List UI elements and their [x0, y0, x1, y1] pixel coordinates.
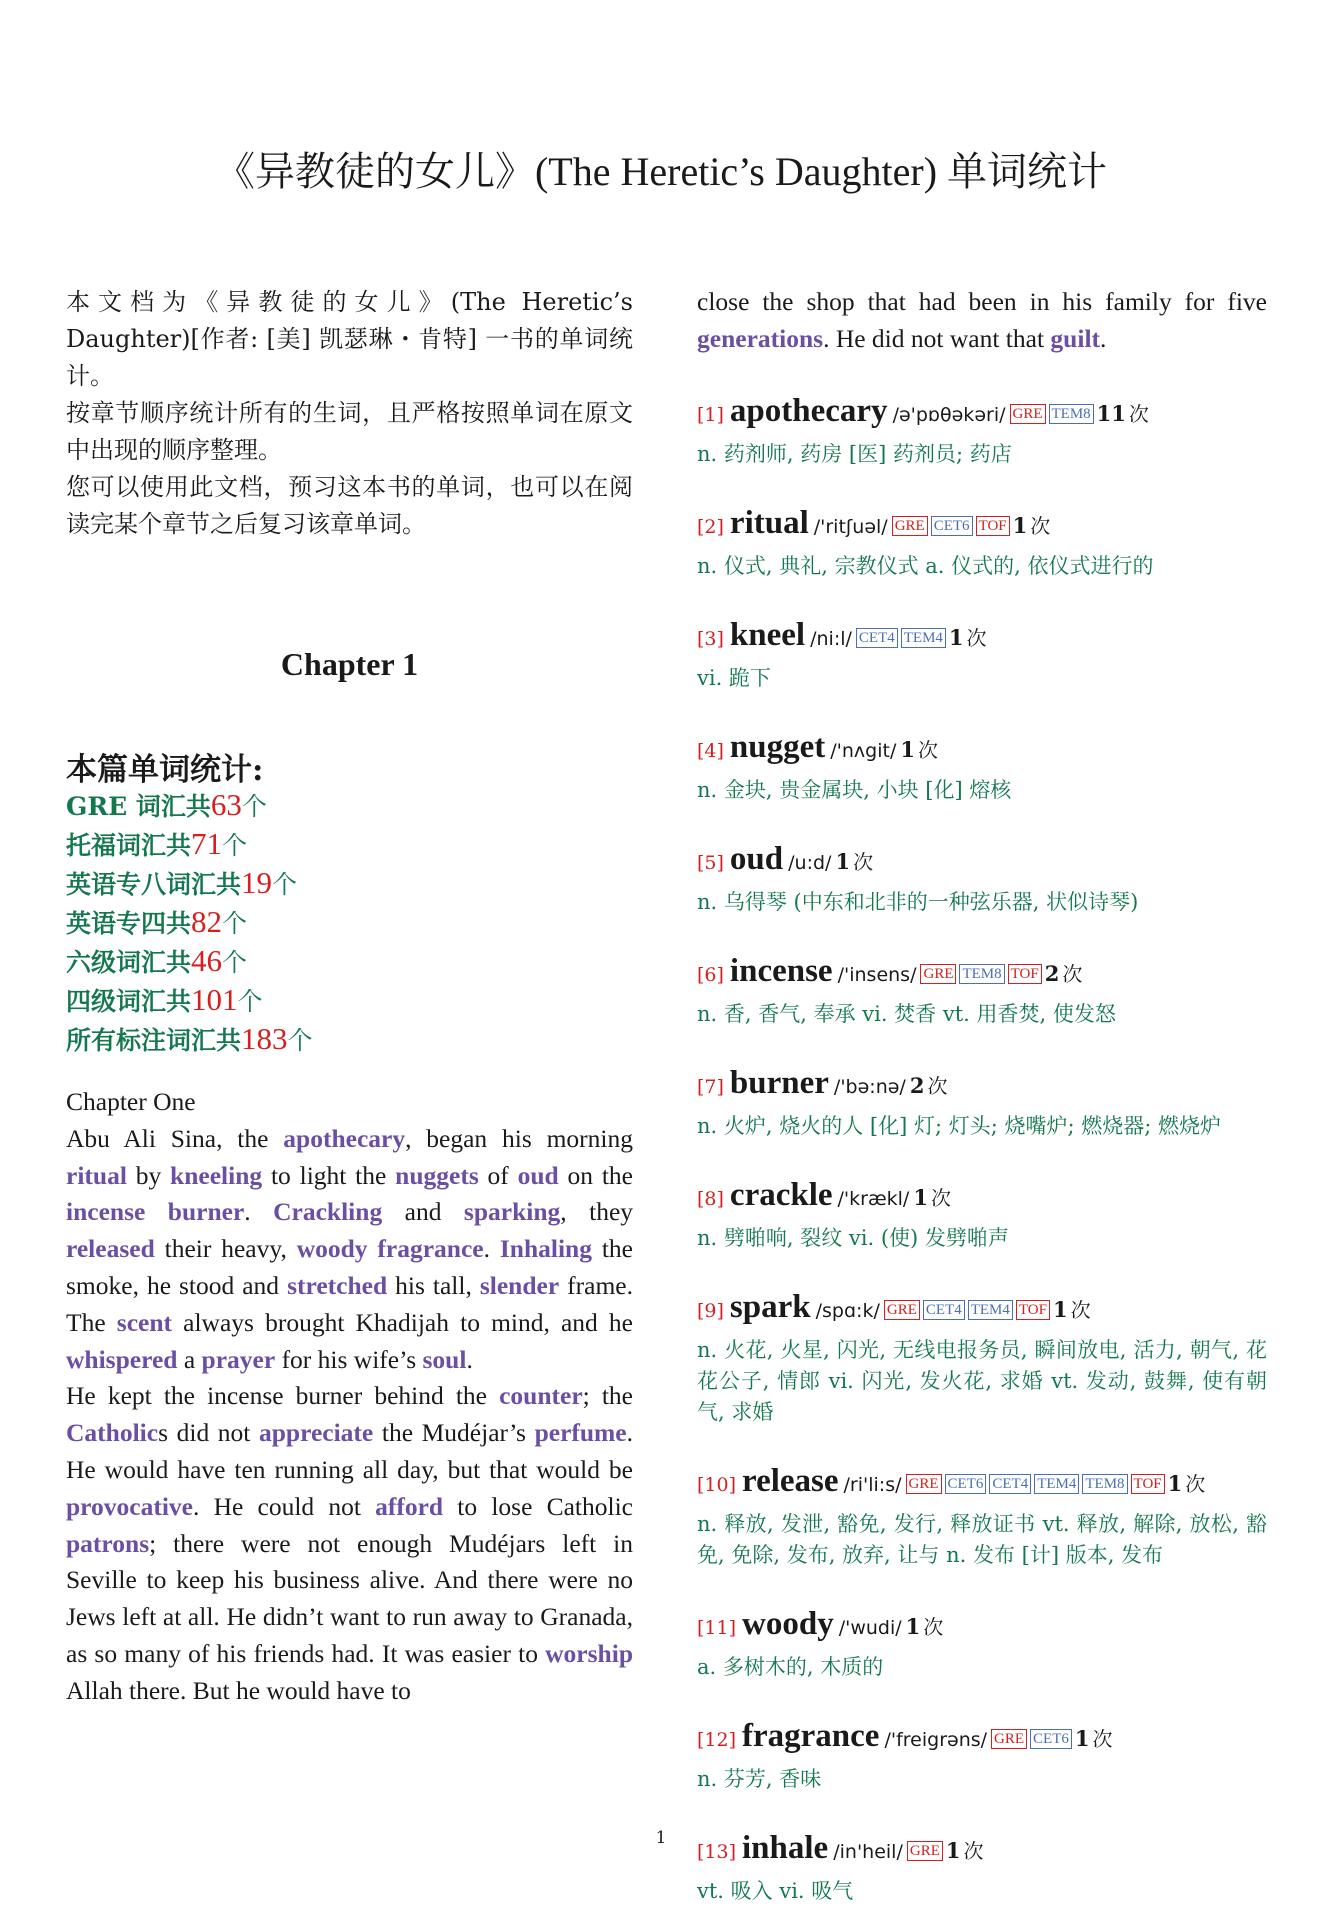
entry-header	[697, 1288, 1267, 1331]
stats-value: 101	[191, 982, 238, 1017]
word-entry	[697, 952, 1267, 1030]
entry-word: crackle	[729, 1176, 833, 1213]
stats-value: 63	[210, 787, 242, 822]
stats-label: 英语专八词汇共	[66, 870, 242, 899]
entry-word: nugget	[729, 728, 826, 765]
highlighted-word: counter	[499, 1381, 583, 1411]
highlighted-word: prayer	[201, 1344, 276, 1374]
stats-item	[66, 903, 313, 942]
exam-tag: GRE	[1010, 404, 1046, 424]
highlighted-word: nuggets	[395, 1160, 479, 1190]
entry-count: 1	[835, 848, 851, 874]
count-unit: 次	[853, 849, 874, 874]
entry-phonetic: /in'heil/	[833, 1840, 903, 1863]
entry-count: 1	[948, 624, 964, 650]
stats-item	[66, 864, 313, 903]
word-entry	[697, 1462, 1267, 1571]
stats-unit: 个	[222, 831, 248, 860]
entry-index: [8]	[697, 1187, 724, 1210]
entry-count: 11	[1096, 400, 1126, 426]
entry-definition: n. 金块, 贵金属块, 小块 [化] 熔核	[697, 777, 1012, 802]
exam-tag: CET4	[923, 1300, 965, 1320]
entry-definition: n. 仪式, 典礼, 宗教仪式 a. 仪式的, 依仪式进行的	[697, 553, 1154, 578]
entry-word: spark	[729, 1288, 811, 1325]
entry-header	[697, 1064, 1267, 1107]
entry-index: [1]	[697, 403, 724, 426]
exam-tag: GRE	[884, 1300, 920, 1320]
intro-paragraph-3: 您可以使用此文档，预习这本书的单词，也可以在阅读完某个章节之后复习该章单词。	[66, 473, 633, 538]
stats-list	[66, 786, 313, 1059]
entry-header	[697, 392, 1267, 435]
exam-tag: TOF	[1016, 1300, 1050, 1320]
entry-count: 1	[913, 1184, 928, 1210]
passage	[66, 1084, 633, 1710]
exam-tag: GRE	[920, 964, 956, 984]
word-entry	[697, 1064, 1267, 1142]
entry-count: 1	[1012, 512, 1028, 538]
highlighted-word: released	[66, 1234, 155, 1264]
entry-phonetic: /u:d/	[788, 851, 832, 874]
stats-value: 46	[191, 943, 223, 978]
entry-index: [13]	[697, 1840, 737, 1863]
intro-paragraph-2: 按章节顺序统计所有的生词，且严格按照单词在原文中出现的顺序整理。	[66, 399, 633, 464]
entry-header	[697, 504, 1267, 547]
highlighted-word: incense	[66, 1197, 146, 1227]
entry-count: 2	[1044, 960, 1060, 986]
exam-tag: CET4	[856, 628, 898, 648]
stats-item	[66, 1020, 313, 1059]
highlighted-word: Crackling	[273, 1197, 383, 1227]
count-unit: 次	[1128, 401, 1149, 426]
entry-phonetic: /ni:l/	[810, 627, 852, 650]
entry-phonetic: /ri'li:s/	[843, 1473, 902, 1496]
stats-value: 71	[191, 826, 223, 861]
highlighted-word: woody	[296, 1234, 368, 1264]
stats-unit: 个	[222, 909, 248, 938]
highlighted-word: patrons	[66, 1528, 150, 1558]
entry-word: fragrance	[742, 1717, 880, 1754]
highlighted-word: afford	[375, 1491, 444, 1521]
stats-label: GRE 词汇共	[66, 792, 211, 821]
entry-definition: a. 多树木的, 木质的	[697, 1654, 884, 1679]
exam-tag: TOF	[1008, 964, 1042, 984]
entry-definition: n. 乌得琴 (中东和北非的一种弦乐器, 状似诗琴)	[697, 889, 1139, 914]
stats-value: 19	[241, 865, 273, 900]
stats-item	[66, 981, 313, 1020]
word-entry	[697, 504, 1267, 582]
entry-definition: n. 药剂师, 药房 [医] 药剂员; 药店	[697, 441, 1012, 466]
intro-paragraph-1: 本文档为《异教徒的女儿》(The Heretic’s Daughter)[作者: [美] 凯瑟琳・肯特] 一书的单词统计。	[66, 288, 633, 390]
stats-label: 六级词汇共	[66, 948, 192, 977]
entry-index: [7]	[697, 1075, 724, 1098]
entry-index: [5]	[697, 851, 724, 874]
stats-label: 英语专四共	[66, 909, 192, 938]
entry-count: 1	[1052, 1296, 1068, 1322]
stats-item	[66, 825, 313, 864]
entry-count: 1	[1074, 1725, 1090, 1751]
stats-unit: 个	[241, 792, 267, 821]
entry-word: release	[742, 1462, 839, 1499]
count-unit: 次	[1185, 1471, 1206, 1496]
entry-word: burner	[729, 1064, 829, 1101]
exam-tag: CET6	[945, 1474, 987, 1494]
stats-item	[66, 942, 313, 981]
entry-word: inhale	[742, 1829, 829, 1866]
entry-index: [6]	[697, 963, 724, 986]
entry-header	[697, 1717, 1267, 1760]
passage-continuation: close the shop that had been in his family for five generations. He did not want that guilt.	[697, 287, 1267, 353]
stats-label: 四级词汇共	[66, 987, 192, 1016]
exam-tag: GRE	[906, 1474, 942, 1494]
count-unit: 次	[966, 625, 987, 650]
exam-tag: GRE	[892, 516, 928, 536]
stats-value: 183	[241, 1021, 288, 1056]
entry-phonetic: /spɑ:k/	[815, 1299, 880, 1322]
highlighted-word: scent	[116, 1307, 173, 1337]
entry-count: 2	[909, 1072, 925, 1098]
highlighted-word: stretched	[287, 1270, 388, 1300]
count-unit: 次	[1092, 1726, 1113, 1751]
word-entry	[697, 728, 1267, 806]
stats-unit: 个	[237, 987, 263, 1016]
entry-header	[697, 1605, 1267, 1648]
stats-item	[66, 786, 313, 825]
highlighted-word: oud	[517, 1160, 559, 1190]
highlighted-word: whispered	[66, 1344, 178, 1374]
highlighted-word: kneeling	[170, 1160, 263, 1190]
stats-value: 82	[191, 904, 223, 939]
chapter-heading: Chapter 1	[280, 646, 419, 682]
entry-header	[697, 1176, 1267, 1219]
entry-word: apothecary	[729, 392, 888, 429]
entry-definition: vt. 吸入 vi. 吸气	[697, 1878, 854, 1903]
exam-tag: GRE	[907, 1841, 943, 1861]
count-unit: 次	[1030, 513, 1051, 538]
count-unit: 次	[927, 1073, 948, 1098]
entry-header	[697, 840, 1267, 883]
exam-tag: GRE	[991, 1729, 1027, 1749]
count-unit: 次	[1062, 961, 1083, 986]
entry-phonetic: /'bə:nə/	[833, 1075, 906, 1098]
highlighted-word: soul	[422, 1344, 467, 1374]
exam-tag: TEM4	[1034, 1474, 1079, 1494]
word-entry	[697, 1288, 1267, 1428]
highlighted-word: provocative	[66, 1491, 194, 1521]
highlighted-word: Catholic	[66, 1418, 159, 1448]
entry-index: [10]	[697, 1473, 737, 1496]
passage-body: Abu Ali Sina, the apothecary, began his morning ritual by kneeling to light the nuggets of oud on the incense burner. Crackling and sparking, they released their heavy, woody fragrance. Inhaling the smoke, he stood and stretched his tall, slender frame. The scent always brought Khadijah to mind, and he whispered a prayer for his wife’s soul. He kept the incense burner behind the counter; the Catholics did not appreciate the Mudéjar’s perfume. He would have ten running all day, but that would be provocative. He could not afford to lose Catholic patrons; there were not enough Mudéjars left in Seville to keep his business alive. And there were no Jews left at all. He didn’t want to run away to Granada, as so many of his friends had. It was easier to worship Allah there. But he would have to	[66, 1123, 634, 1705]
entry-index: [4]	[697, 739, 724, 762]
passage-heading: Chapter One	[66, 1087, 196, 1116]
entry-definition: n. 香, 香气, 奉承 vi. 焚香 vt. 用香焚, 使发怒	[697, 1001, 1116, 1026]
stats-unit: 个	[222, 948, 248, 977]
entry-phonetic: /ə'pɒθəkəri/	[892, 403, 1006, 426]
exam-tag: CET4	[989, 1474, 1031, 1494]
stats-label: 所有标注词汇共	[66, 1026, 242, 1055]
highlighted-word: burner	[167, 1197, 245, 1227]
highlighted-word: perfume	[534, 1418, 627, 1448]
entry-phonetic: /'wudi/	[838, 1616, 902, 1639]
highlighted-word: appreciate	[258, 1418, 374, 1448]
word-entry	[697, 392, 1267, 470]
entry-definition: n. 芬芳, 香味	[697, 1766, 822, 1791]
entry-phonetic: /'krækl/	[837, 1187, 910, 1210]
entry-count: 1	[945, 1837, 961, 1863]
entry-index: [3]	[697, 627, 724, 650]
entry-header	[697, 1462, 1267, 1505]
entry-count: 1	[900, 736, 915, 762]
count-unit: 次	[1070, 1297, 1091, 1322]
highlighted-word: generations	[697, 323, 824, 353]
entry-index: [9]	[697, 1299, 724, 1322]
exam-tag: CET6	[1030, 1729, 1072, 1749]
entry-phonetic: /'ritʃuəl/	[813, 515, 888, 538]
entry-definition: n. 释放, 发泄, 豁免, 发行, 释放证书 vt. 释放, 解除, 放松, 豁免, 免除, 发布, 放弃, 让与 n. 发布 [计] 版本, 发布	[697, 1511, 1267, 1567]
highlighted-word: worship	[545, 1638, 633, 1668]
stats-unit: 个	[272, 870, 298, 899]
entry-header	[697, 952, 1267, 995]
entry-index: [2]	[697, 515, 724, 538]
document-title: 《异教徒的女儿》(The Heretic’s Daughter) 单词统计	[214, 149, 1108, 194]
stats-unit: 个	[287, 1026, 313, 1055]
entry-count: 1	[905, 1613, 921, 1639]
word-entry	[697, 840, 1267, 918]
exam-tag: TEM4	[968, 1300, 1013, 1320]
entry-word: incense	[729, 952, 833, 989]
highlighted-word: fragrance	[377, 1234, 484, 1264]
stats-label: 托福词汇共	[66, 831, 192, 860]
entry-header	[697, 728, 1267, 771]
exam-tag: TEM4	[901, 628, 946, 648]
highlighted-word: Inhaling	[499, 1234, 592, 1264]
entry-word: woody	[742, 1605, 834, 1642]
entry-definition: n. 劈啪响, 裂纹 vi. (使) 发劈啪声	[697, 1225, 1009, 1250]
count-unit: 次	[918, 737, 938, 762]
word-entry	[697, 1717, 1267, 1795]
highlighted-word: guilt	[1050, 323, 1101, 353]
entry-phonetic: /'freigrəns/	[884, 1728, 988, 1751]
entry-phonetic: /'nʌgit/	[830, 739, 897, 762]
exam-tag: TOF	[1131, 1474, 1165, 1494]
exam-tag: TEM8	[1049, 404, 1094, 424]
count-unit: 次	[963, 1838, 984, 1863]
entry-index: [12]	[697, 1728, 737, 1751]
entry-word: oud	[729, 840, 784, 877]
stats-title: 本篇单词统计:	[66, 752, 264, 788]
entry-definition: n. 火炉, 烧火的人 [化] 灯; 灯头; 烧嘴炉; 燃烧器; 燃烧炉	[697, 1113, 1221, 1138]
word-entry	[697, 616, 1267, 694]
count-unit: 次	[930, 1185, 951, 1210]
page-number: 1	[655, 1828, 667, 1848]
right-column	[697, 284, 1267, 1907]
word-entry	[697, 1176, 1267, 1254]
exam-tag: TEM8	[959, 964, 1004, 984]
entry-header	[697, 616, 1267, 659]
word-entries	[697, 392, 1267, 1907]
count-unit: 次	[923, 1614, 944, 1639]
highlighted-word: apothecary	[283, 1123, 406, 1153]
highlighted-word: ritual	[66, 1160, 127, 1190]
word-entry	[697, 1605, 1267, 1683]
entry-index: [11]	[697, 1616, 737, 1639]
exam-tag: TEM8	[1082, 1474, 1127, 1494]
highlighted-word: slender	[479, 1270, 560, 1300]
entry-phonetic: /'insens/	[837, 963, 917, 986]
entry-word: ritual	[729, 504, 809, 541]
entry-definition: n. 火花, 火星, 闪光, 无线电报务员, 瞬间放电, 活力, 朝气, 花花公子, 情郎 vi. 闪光, 发火花, 求婚 vt. 发动, 鼓舞, 使有朝气, 求婚	[697, 1337, 1267, 1424]
entry-definition: vi. 跪下	[697, 665, 771, 690]
exam-tag: TOF	[976, 516, 1010, 536]
exam-tag: CET6	[931, 516, 973, 536]
entry-count: 1	[1167, 1470, 1183, 1496]
highlighted-word: sparking	[463, 1197, 561, 1227]
entry-word: kneel	[729, 616, 806, 653]
